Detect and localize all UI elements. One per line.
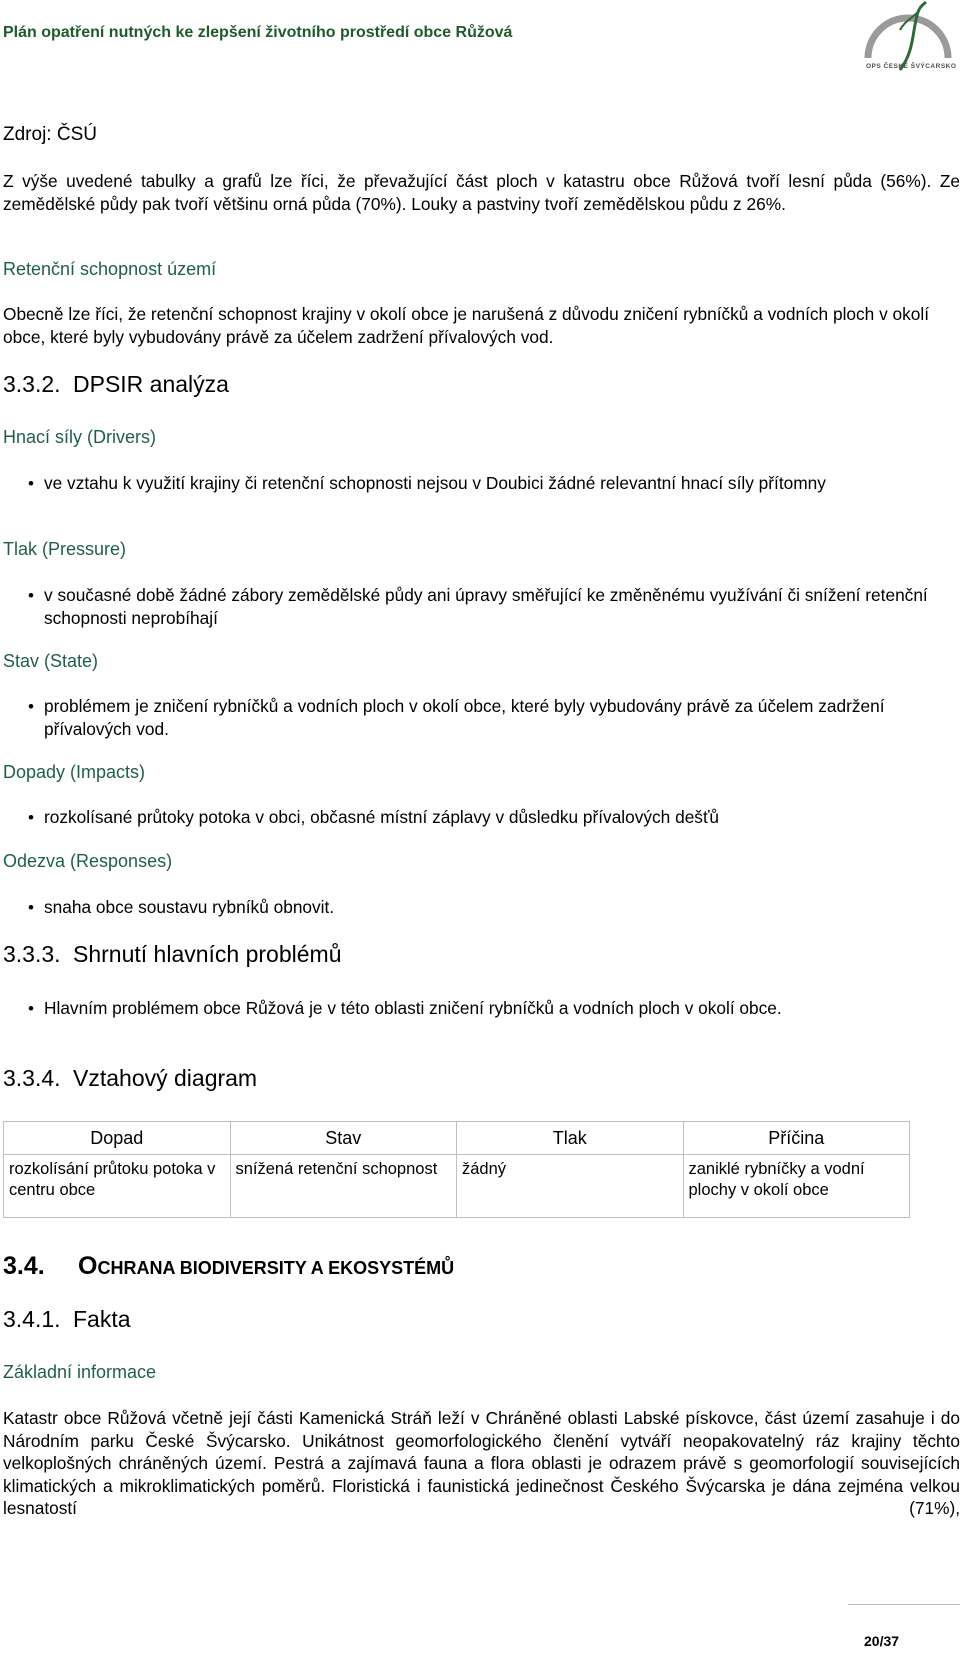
drivers-bullet — [28, 472, 944, 495]
logo-caption: OPS ČESKÉ ŠVÝCARSKO — [866, 63, 957, 70]
dpsir-title: DPSIR analýza — [73, 371, 229, 397]
bullet-dot: • — [28, 474, 34, 493]
dpsir-heading — [3, 371, 229, 398]
footer-divider — [848, 1604, 960, 1605]
responses-heading: Odezva (Responses) — [3, 851, 173, 871]
summary-heading — [3, 941, 342, 968]
table-cell: rozkolísání průtoku potoka v centru obce — [4, 1155, 231, 1218]
impacts-heading: Dopady (Impacts) — [3, 762, 146, 782]
column-header: Tlak — [457, 1122, 684, 1155]
facts-paragraph: Katastr obce Růžová včetně její části Kamenická Stráň leží v Chráněné oblasti Labské pískovce, část území zasahuje i do Národním parku České Švýcarsko. Unikátnost geomorfologického členění vytváří neopakovatelný ráz krajiny těchto velkoplošných chráněných území. Pestrá a zajímavá fauna a flora oblasti je odrazem právě s geomorfologií souvisejících klimatických a mikroklimatických poměrů. Floristická i faunistická jedinečnost Českého Švýcarska je dána zejména velkou lesnatostí (71%), — [3, 1408, 960, 1518]
summary-number: 3.3.3. — [3, 941, 61, 967]
bullet-dot: • — [28, 999, 34, 1018]
intro-paragraph: Z výše uvedené tabulky a grafů lze říci, že převažující část ploch v katastru obce Růžová tvoří lesní půda (56%). Ze zemědělské půdy pak tvoří většinu orná půda (70%). Louky a pastviny tvoří zemědělskou půdu z 26%. — [3, 171, 960, 214]
bullet-text: snaha obce soustavu rybníků obnovit. — [44, 897, 335, 917]
bullet-text: v současné době žádné zábory zemědělské půdy ani úpravy směřující ke změněnému využívání či snížení retenční schopnosti neprobíhají — [44, 585, 928, 628]
section-34-number: 3.4. — [3, 1252, 45, 1280]
source-note: Zdroj: ČSÚ — [3, 124, 97, 145]
document-header-title: Plán opatření nutných ke zlepšení životního prostředí obce Růžová — [3, 24, 513, 41]
bullet-text: problémem je zničení rybníčků a vodních ploch v okolí obce, které byly vybudovány právě za účelem zadržení přívalových vod. — [44, 696, 885, 739]
facts-subheading: Základní informace — [3, 1362, 157, 1382]
state-bullet — [28, 695, 944, 741]
facts-heading — [3, 1306, 131, 1333]
dpsir-number: 3.3.2. — [3, 371, 61, 397]
bullet-text: rozkolísané průtoky potoka v obci, občasné místní záplavy v důsledku přívalových dešťů — [44, 807, 720, 827]
impacts-bullet — [28, 806, 944, 829]
state-heading: Stav (State) — [3, 651, 99, 671]
table-cell: zaniklé rybníčky a vodní plochy v okolí obce — [683, 1155, 910, 1218]
responses-bullet — [28, 896, 944, 919]
diagram-heading — [3, 1065, 257, 1092]
bullet-text: ve vztahu k využití krajiny či retenční schopnosti nejsou v Doubici žádné relevantní hnací síly přítomny — [44, 473, 826, 493]
facts-number: 3.4.1. — [3, 1306, 61, 1332]
pressure-heading: Tlak (Pressure) — [3, 539, 127, 559]
retention-heading: Retenční schopnost území — [3, 259, 217, 279]
diagram-title: Vztahový diagram — [73, 1065, 258, 1091]
column-header: Příčina — [683, 1122, 910, 1155]
facts-title: Fakta — [73, 1306, 131, 1332]
column-header: Stav — [230, 1122, 457, 1155]
table-cell: snížená retenční schopnost — [230, 1155, 457, 1218]
summary-title: Shrnutí hlavních problémů — [73, 941, 342, 967]
relationship-table — [3, 1121, 910, 1218]
bullet-text: Hlavním problémem obce Růžová je v této oblasti zničení rybníčků a vodních ploch v okolí obce. — [44, 998, 782, 1018]
bullet-dot: • — [28, 697, 34, 716]
table-cell: žádný — [457, 1155, 684, 1218]
bullet-dot: • — [28, 808, 34, 827]
section-34-title-rest: CHRANA BIODIVERSITY A EKOSYSTÉMŮ — [97, 1258, 455, 1278]
page-number: 20/37 — [864, 1633, 900, 1649]
drivers-heading: Hnací síly (Drivers) — [3, 427, 157, 447]
table-header-row — [4, 1122, 910, 1155]
summary-bullet — [28, 997, 960, 1020]
table-row — [4, 1155, 910, 1218]
retention-paragraph: Obecně lze říci, že retenční schopnost krajiny v okolí obce je narušená z důvodu zničení rybníčků a vodních ploch v okolí obce, které byly vybudovány právě za účelem zadržení přívalových vod. — [3, 304, 930, 347]
bullet-dot: • — [28, 898, 34, 917]
column-header: Dopad — [4, 1122, 231, 1155]
bullet-dot: • — [28, 586, 34, 605]
section-34-heading — [3, 1252, 454, 1281]
section-34-title-initial: O — [78, 1252, 98, 1280]
diagram-number: 3.3.4. — [3, 1065, 61, 1091]
pressure-bullet — [28, 584, 944, 630]
